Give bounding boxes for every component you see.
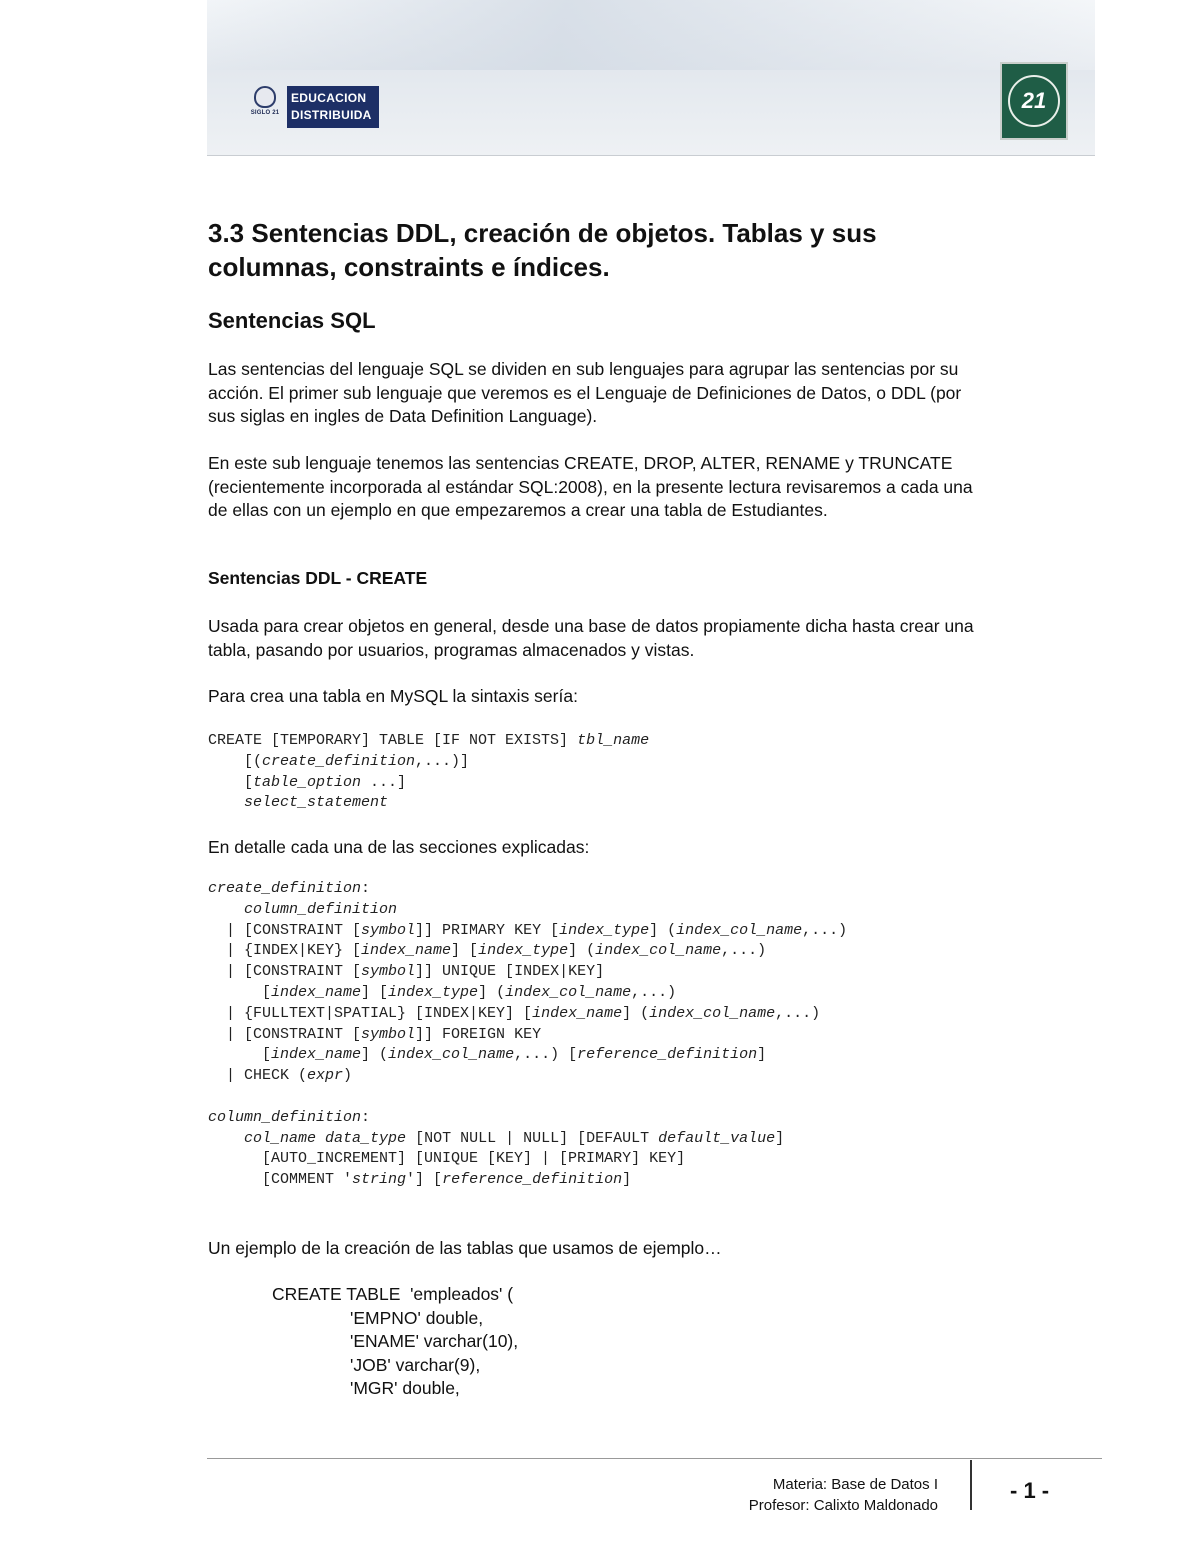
code-line: column_definition	[244, 900, 398, 918]
page-number: - 1 -	[1010, 1478, 1050, 1503]
code-line: [index_name] [index_type] (index_col_name,...)	[208, 983, 677, 1001]
code-line: [(create_definition,...)]	[208, 752, 470, 770]
footer-subject: Materia: Base de Datos I	[772, 1476, 938, 1493]
text-line: Usada para crear objetos en general, desde una base de datos propiamente dicha hasta crear una	[208, 616, 974, 636]
code-line: | [CONSTRAINT [symbol]] FOREIGN KEY	[208, 1025, 542, 1043]
subheading-create: Sentencias DDL - CREATE	[208, 568, 428, 588]
footer-info	[749, 1474, 938, 1516]
ue21-emblem-icon	[1008, 75, 1060, 127]
header-banner	[207, 0, 1095, 156]
text-line: En este sub lenguaje tenemos las sentencias CREATE, DROP, ALTER, RENAME y TRUNCATE	[208, 453, 953, 473]
text-line: (recientemente incorporada al estándar SQL:2008), en la presente lectura revisaremos a cada una	[208, 476, 973, 497]
text-line: sus siglas en ingles de Data Definition Language).	[208, 406, 598, 426]
code-line: column_definition:	[208, 1108, 371, 1126]
text-line: tabla, pasando por usuarios, programas almacenados y vistas.	[208, 639, 695, 660]
ue21-logo	[1000, 62, 1068, 140]
edu-line2: DISTRIBUIDA	[291, 108, 372, 122]
detail-intro: En detalle cada una de las secciones explicadas:	[208, 837, 590, 857]
university-seal-logo	[247, 86, 283, 126]
example-line: 'ENAME' varchar(10),	[350, 1331, 519, 1351]
code-line: | {FULLTEXT|SPATIAL} [INDEX|KEY] [index_name] (index_col_name,...)	[208, 1004, 821, 1022]
example-line: 'EMPNO' double,	[350, 1307, 484, 1328]
example-intro: Un ejemplo de la creación de las tablas que usamos de ejemplo…	[208, 1238, 722, 1258]
example-first-line: CREATE TABLE 'empleados' (	[272, 1284, 514, 1304]
definition-code-block	[208, 879, 847, 1191]
shield-icon	[254, 86, 276, 108]
code-line: create_definition:	[208, 880, 371, 897]
syntax-code-block	[208, 731, 649, 814]
title-line1: 3.3 Sentencias DDL, creación de objetos. Tablas y sus	[208, 218, 877, 248]
code-line: select_statement	[244, 794, 389, 812]
footer-vertical-divider	[970, 1460, 972, 1510]
edu-line1: EDUCACION	[291, 91, 367, 105]
code-line: | [CONSTRAINT [symbol]] PRIMARY KEY [index_type] (index_col_name,...)	[208, 921, 848, 939]
create-description	[208, 615, 1098, 662]
page-title	[208, 216, 877, 284]
example-line: 'JOB' varchar(9),	[350, 1354, 481, 1375]
footer-divider	[207, 1458, 1102, 1459]
code-line: | {INDEX|KEY} [index_name] [index_type] (index_col_name,...)	[208, 942, 767, 960]
banner-gradient	[207, 0, 1095, 70]
mysql-intro: Para crea una tabla en MySQL la sintaxis sería:	[208, 686, 578, 706]
code-line: [table_option ...]	[208, 773, 407, 791]
text-line: de ellas con un ejemplo en que empezaremos a crear una tabla de Estudiantes.	[208, 500, 828, 520]
seal-wordmark: SIGLO 21	[250, 110, 280, 116]
code-line: [AUTO_INCREMENT] [UNIQUE [KEY] | [PRIMARY] KEY]	[208, 1150, 686, 1168]
footer-professor: Profesor: Calixto Maldonado	[748, 1497, 938, 1514]
intro-paragraph	[208, 358, 1098, 429]
code-line: [index_name] (index_col_name,...) [reference_definition]	[208, 1046, 767, 1064]
ddl-paragraph	[208, 452, 1098, 523]
code-line: | [CONSTRAINT [symbol]] UNIQUE [INDEX|KEY]	[208, 963, 605, 981]
code-line: [COMMENT 'string'] [reference_definition]	[208, 1171, 632, 1189]
text-line: acción. El primer sub lenguaje que veremos es el Lenguaje de Definiciones de Datos, o DDL (por	[208, 382, 962, 403]
ue21-number: 21	[1021, 88, 1047, 113]
code-line: col_name data_type [NOT NULL | NULL] [DEFAULT default_value]	[244, 1129, 785, 1147]
example-line: 'MGR' double,	[350, 1378, 460, 1398]
example-code	[272, 1283, 518, 1401]
text-line: Las sentencias del lenguaje SQL se dividen en sub lenguajes para agrupar las sentencias por su	[208, 359, 959, 379]
section-heading: Sentencias SQL	[208, 308, 376, 333]
code-line: CREATE [TEMPORARY] TABLE [IF NOT EXISTS] tbl_name	[208, 732, 650, 749]
code-line: | CHECK (expr)	[208, 1067, 353, 1085]
title-line2: columnas, constraints e índices.	[208, 252, 610, 282]
educacion-distribuida-logo	[287, 86, 379, 128]
